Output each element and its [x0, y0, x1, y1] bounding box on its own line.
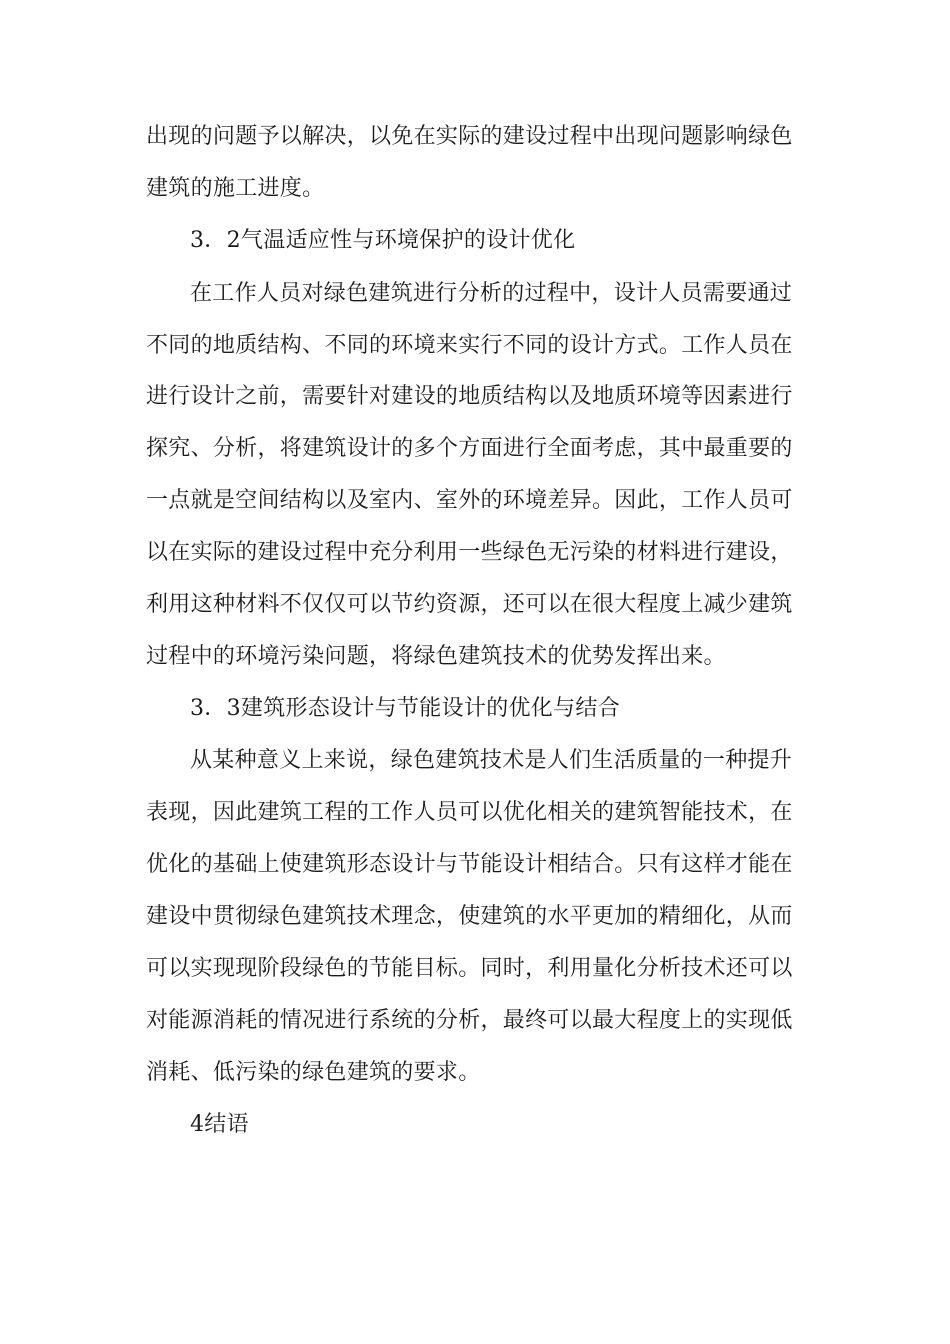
- paragraph-line: 在工作人员对绿色建筑进行分析的过程中，设计人员需要通过: [190, 281, 793, 306]
- paragraph-line: 不同的地质结构、不同的环境来实行不同的设计方式。工作人员在: [146, 333, 793, 358]
- section-heading: 4结语: [190, 1112, 249, 1137]
- paragraph-line: 可以实现现阶段绿色的节能目标。同时，利用量化分析技术还可以: [146, 956, 793, 981]
- paragraph-line: 一点就是空间结构以及室内、室外的环境差异。因此，工作人员可: [146, 488, 793, 513]
- section-heading: 3．3建筑形态设计与节能设计的优化与结合: [190, 696, 620, 721]
- paragraph-line: 建设中贯彻绿色建筑技术理念，使建筑的水平更加的精细化，从而: [146, 904, 793, 929]
- paragraph-line: 从某种意义上来说，绿色建筑技术是人们生活质量的一种提升: [190, 748, 793, 773]
- paragraph-line: 表现，因此建筑工程的工作人员可以优化相关的建筑智能技术，在: [146, 800, 793, 825]
- paragraph-line: 进行设计之前，需要针对建设的地质结构以及地质环境等因素进行: [146, 384, 793, 409]
- paragraph-line: 消耗、低污染的绿色建筑的要求。: [146, 1060, 481, 1085]
- paragraph-line: 建筑的施工进度。: [146, 176, 325, 201]
- paragraph-line: 以在实际的建设过程中充分利用一些绿色无污染的材料进行建设，: [146, 540, 793, 565]
- paragraph-line: 优化的基础上使建筑形态设计与节能设计相结合。只有这样才能在: [146, 852, 793, 877]
- paragraph-line: 过程中的环境污染问题，将绿色建筑技术的优势发挥出来。: [146, 644, 726, 669]
- paragraph-line: 探究、分析，将建筑设计的多个方面进行全面考虑，其中最重要的: [146, 436, 793, 461]
- section-heading: 3．2气温适应性与环境保护的设计优化: [190, 228, 576, 253]
- paragraph-line: 利用这种材料不仅仅可以节约资源，还可以在很大程度上减少建筑: [146, 592, 793, 617]
- paragraph-line: 对能源消耗的情况进行系统的分析，最终可以最大程度上的实现低: [146, 1008, 793, 1033]
- paragraph-line: 出现的问题予以解决，以免在实际的建设过程中出现问题影响绿色: [146, 124, 793, 149]
